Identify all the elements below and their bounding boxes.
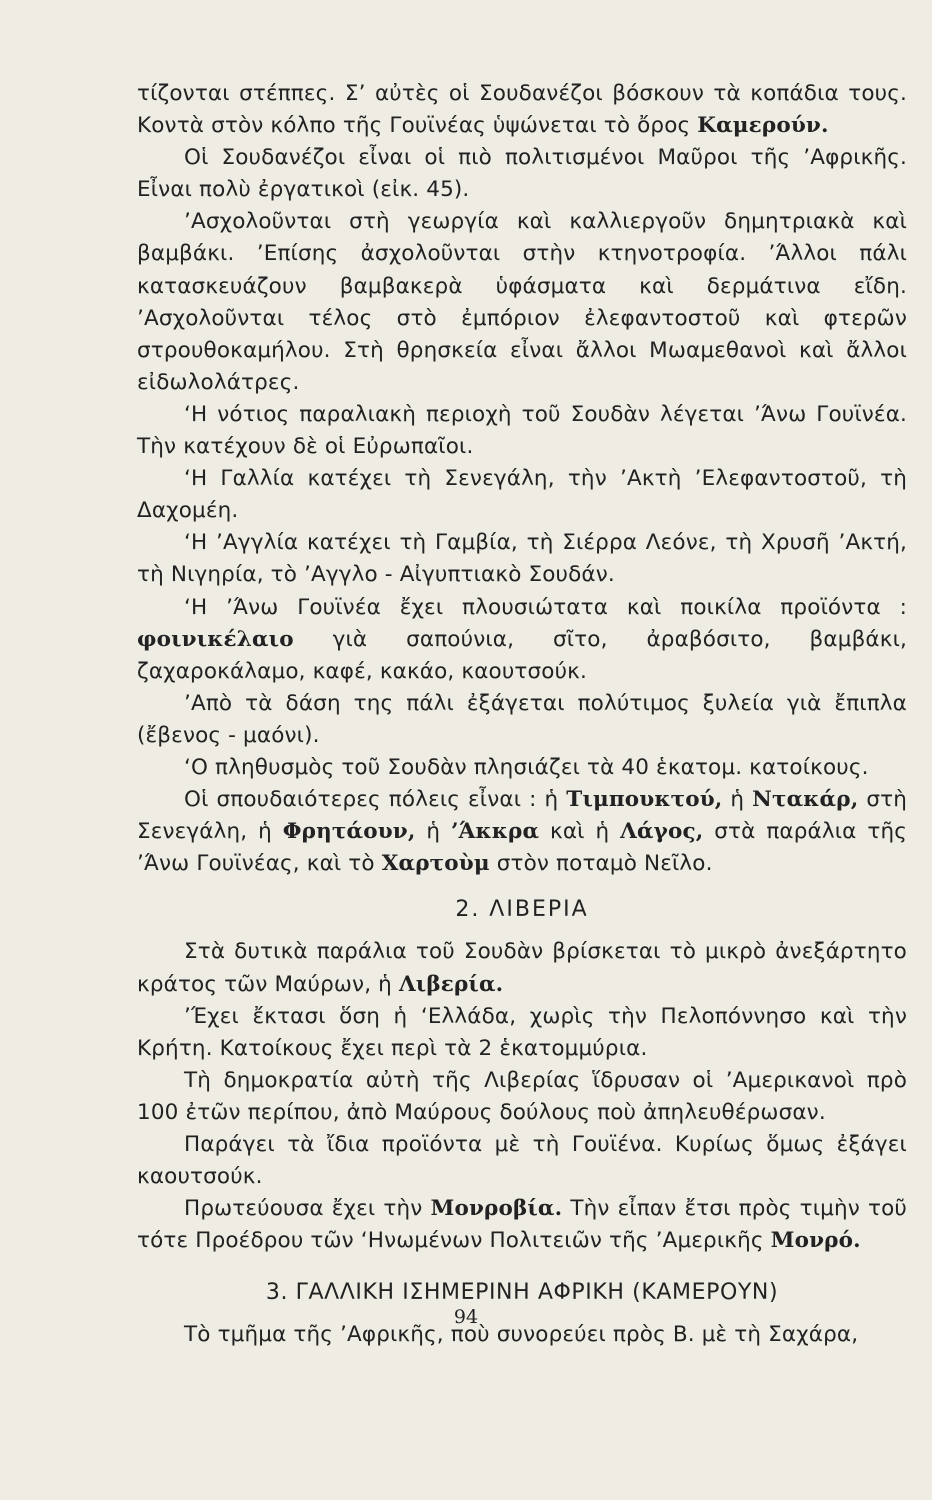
paragraph: [137, 1001, 907, 1065]
section-heading-french-equatorial-africa: 3. ΓΑΛΛΙΚΗ ΙΣΗΜΕΡΙΝΗ ΑΦΡΙΚΗ (ΚΑΜΕΡΟΥΝ): [265, 1280, 779, 1306]
paragraph-text: γιὰ σαπούνια, σῖτο, ἀραβόσιτο, βαμβάκι, ζαχαροκάλαμο, καφέ, κακάο, καουτσούκ.: [137, 626, 907, 684]
paragraph-text: ‘Η Γαλλία κατέχει τὴ Σενεγάλη, τὴν ’Ακτὴ ’Ελεφαντοστοῦ, τὴ Δαχομέη.: [137, 466, 907, 524]
paragraph: [137, 399, 907, 463]
paragraph: [137, 592, 907, 688]
bold-city: Χαρτοὺμ: [381, 851, 490, 877]
paragraph-text: Στὰ δυτικὰ παράλια τοῦ Σουδὰν βρίσκεται τὸ μικρὸ ἀνεξάρτητο κράτος τῶν Μαύρων, ἡ: [137, 939, 907, 997]
paragraph-text: Τὴν εἶπαν ἔτσι πρὸς τιμὴν τοῦ τότε Προέδρου τῶν ‘Ηνωμένων Πολιτειῶν τῆς ’Αμερικῆς: [137, 1196, 907, 1254]
paragraph: [137, 1193, 907, 1257]
section-heading-liberia: 2. ΛΙΒΕΡΙΑ: [455, 897, 589, 923]
bold-term: Μονροβία.: [430, 1196, 563, 1222]
paragraph-text: τίζονται στέππες. Σ’ αὐτὲς οἱ Σουδανέζοι βόσκουν τὰ κοπάδια τους. Κοντὰ στὸν κόλπο τῆς Γουϊνέας ὑψώνεται τὸ ὄρος: [137, 81, 907, 139]
paragraph-text: στὴ Σενεγάλη, ἡ: [137, 787, 907, 845]
bold-city: Λάγος,: [620, 819, 704, 845]
bold-city: ’Άκκρα: [451, 819, 540, 845]
paragraph: [137, 527, 907, 591]
paragraph-text: ‘Ο πληθυσμὸς τοῦ Σουδὰν πλησιάζει τὰ 40 ἑκατομ. κατοίκους.: [184, 754, 869, 780]
paragraph: [137, 206, 907, 399]
paragraph-text: ‘Η ’Άνω Γουϊνέα ἔχει πλουσιώτατα καὶ ποικίλα προϊόντα :: [184, 594, 907, 620]
paragraph-text: Πρωτεύουσα ἔχει τὴν: [184, 1196, 431, 1222]
bold-term: Λιβερία.: [398, 971, 504, 997]
paragraph-text: Τὸ τμῆμα τῆς ’Αφρικῆς, ποὺ συνορεύει πρὸς Β. μὲ τὴ Σαχάρα,: [184, 1322, 859, 1348]
paragraph: [137, 1129, 907, 1193]
paragraph: [137, 752, 907, 784]
bold-city: Φρητάουν,: [282, 819, 416, 845]
paragraph-text: ’Έχει ἔκτασι ὅση ἡ ‘Ελλάδα, χωρὶς τὴν Πελοπόννησο καὶ τὴν Κρήτη. Κατοίκους ἔχει περὶ τὰ 2 ἑκατομμύρια.: [137, 1003, 907, 1061]
cities-paragraph: [137, 784, 907, 880]
paragraph-text: ‘Η ’Αγγλία κατέχει τὴ Γαμβία, τὴ Σιέρρα Λεόνε, τὴ Χρυσῆ ’Ακτή, τὴ Νιγηρία, τὸ ’Αγγλο - Αἰγυπτιακὸ Σουδάν.: [137, 530, 907, 588]
bold-city: Ντακάρ,: [752, 787, 859, 813]
paragraph: [137, 936, 907, 1000]
paragraph: [137, 463, 907, 527]
bold-term: Καμερούν.: [697, 113, 829, 139]
paragraph-text: Οἱ σπουδαιότερες πόλεις εἶναι : ἡ: [184, 787, 567, 813]
paragraph-text: ἡ: [415, 819, 452, 845]
bold-city: Τιμπουκτού,: [566, 787, 723, 813]
paragraph-text: Παράγει τὰ ἴδια προϊόντα μὲ τὴ Γουϊένα. Κυρίως ὅμως ἐξάγει καουτσούκ.: [137, 1132, 907, 1190]
paragraph-text: Οἱ Σουδανέζοι εἶναι οἱ πιὸ πολιτισμένοι Μαῦροι τῆς ’Αφρικῆς. Εἶναι πολὺ ἐργατικοὶ (εἰκ. 45).: [137, 145, 907, 203]
paragraph-text: καὶ ἡ: [539, 819, 621, 845]
bold-term: φοινικέλαιο: [137, 626, 294, 652]
bold-term: Μονρό.: [770, 1228, 861, 1254]
paragraph-text: ’Ασχολοῦνται στὴ γεωργία καὶ καλλιεργοῦν δημητριακὰ καὶ βαμβάκι. ’Επίσης ἀσχολοῦνται στὴν κτηνοτροφία. ’Άλλοι πάλι κατασκευάζουν βαμβακερὰ ὑφάσματα καὶ δερμάτινα εἴδη. ’Ασχολοῦνται τέλος στὸ ἐμπόριον ἐλεφαντοστοῦ καὶ φτερῶν στρουθοκαμήλου. Στὴ θρησκεία εἶναι ἄλλοι Μωαμεθανοὶ καὶ ἄλλοι εἰδωλολάτρες.: [137, 209, 907, 395]
page-number: 94: [453, 1306, 479, 1328]
paragraph-text: στὸν ποταμὸ Νεῖλο.: [489, 851, 713, 877]
paragraph: [137, 688, 907, 752]
paragraph-text: ἡ: [722, 787, 753, 813]
paragraph-text: ’Απὸ τὰ δάση της πάλι ἐξάγεται πολύτιμος ξυλεία γιὰ ἔπιπλα (ἔβενος - μαόνι).: [137, 690, 907, 748]
paragraph-text: Τὴ δημοκρατία αὐτὴ τῆς Λιβερίας ἵδρυσαν οἱ ’Αμερικανοὶ πρὸ 100 ἐτῶν περίπου, ἀπὸ Μαύρους δούλους ποὺ ἀπηλευθέρωσαν.: [137, 1067, 907, 1125]
paragraph: [137, 78, 907, 142]
paragraph-text: ‘Η νότιος παραλιακὴ περιοχὴ τοῦ Σουδὰν λέγεται ’Άνω Γουϊνέα. Τὴν κατέχουν δὲ οἱ Εὐρωπαῖοι.: [137, 401, 907, 460]
paragraph-text: στὰ παράλια τῆς ’Άνω Γουϊνέας, καὶ τὸ: [137, 819, 907, 877]
page-text: [137, 78, 907, 1352]
paragraph: [137, 1065, 907, 1129]
paragraph: [137, 142, 907, 206]
